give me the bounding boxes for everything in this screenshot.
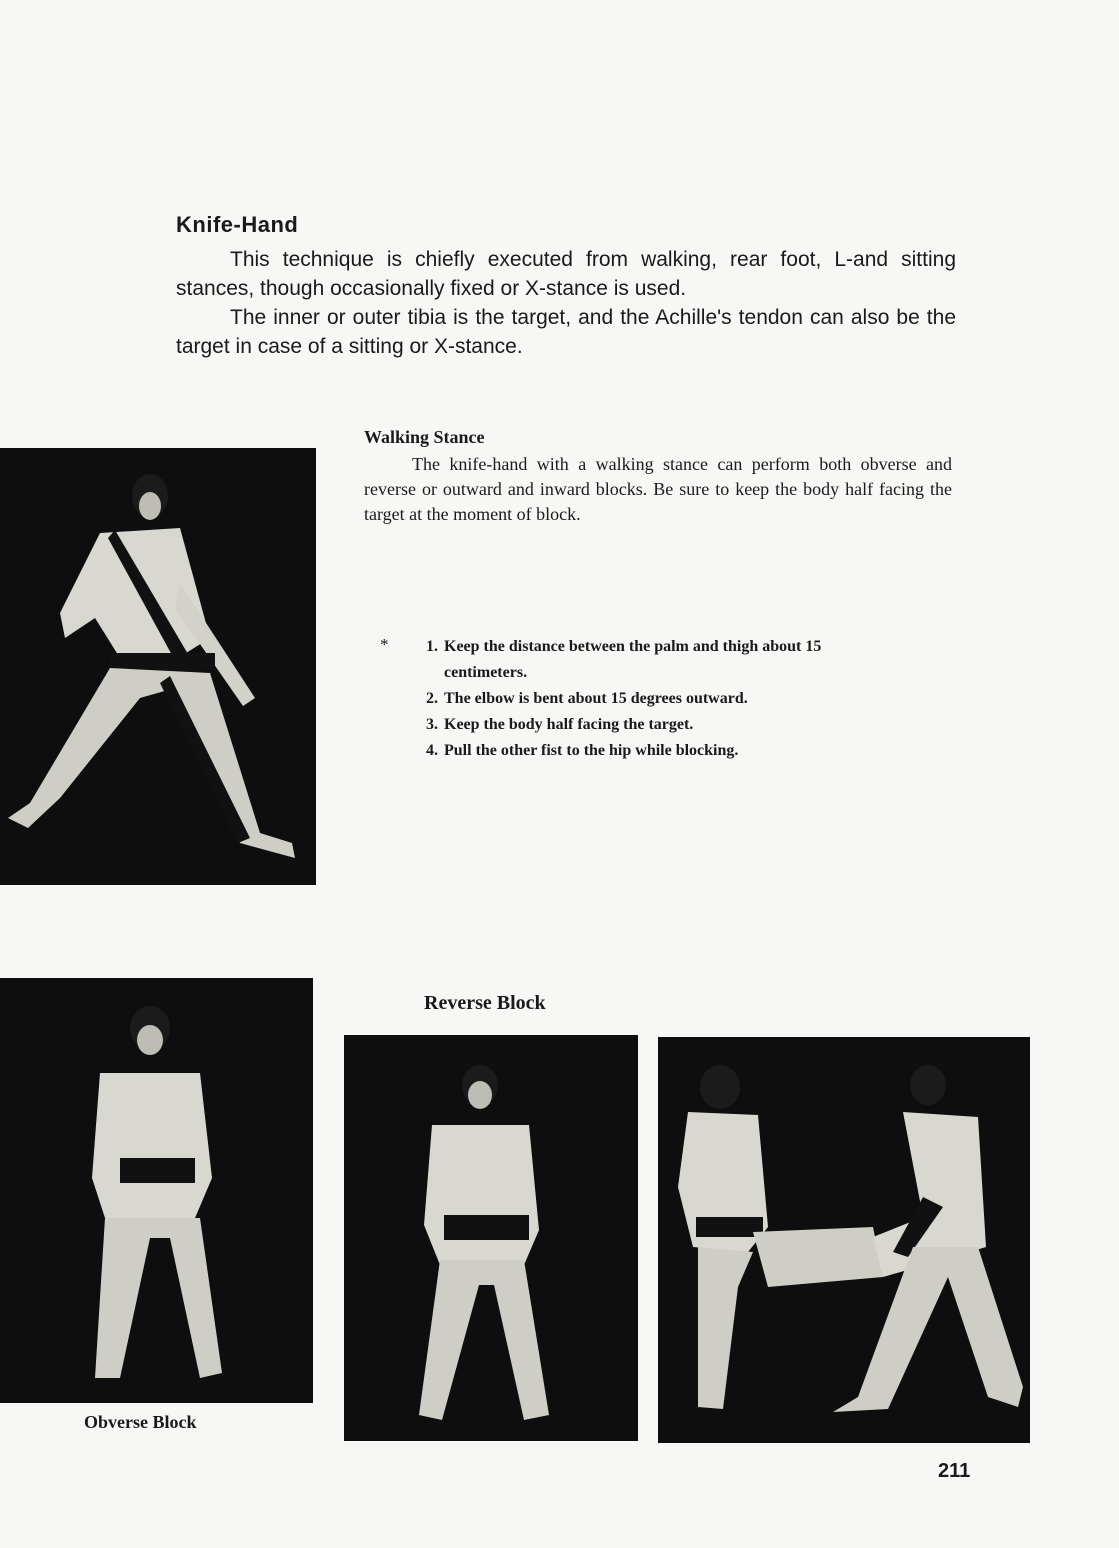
page-number: 211 — [938, 1460, 971, 1482]
photo-obverse-block — [0, 978, 313, 1403]
list-item: 1. Keep the distance between the palm and thigh about 15 centimeters. — [426, 638, 822, 681]
points-list — [404, 634, 864, 764]
list-item: 4. Pull the other fist to the hip while blocking. — [426, 742, 739, 759]
caption-obverse-block: Obverse Block — [84, 1412, 197, 1432]
photo-walking-stance — [0, 448, 316, 885]
list-item: 3. Keep the body half facing the target. — [426, 716, 694, 733]
intro-text — [176, 245, 956, 361]
list-item: 2. The elbow is bent about 15 degrees outward. — [426, 690, 748, 707]
photo-reverse-block-partner — [658, 1037, 1030, 1443]
walking-stance-description — [364, 452, 952, 527]
points-star: * — [380, 635, 389, 654]
section-title: Knife-Hand — [176, 212, 299, 237]
walking-stance-text: The knife-hand with a walking stance can perform both obverse and reverse or outward and inward blocks. Be sure to keep the body half facing the target at the moment of block. — [364, 454, 952, 524]
caption-reverse-block: Reverse Block — [424, 992, 546, 1014]
photo-reverse-block-single — [344, 1035, 638, 1441]
intro-paragraph-1: This technique is chiefly executed from walking, rear foot, L-and sitting stances, though occasionally fixed or X-stance is used. — [176, 248, 956, 300]
walking-stance-title: Walking Stance — [364, 427, 485, 447]
intro-paragraph-2: The inner or outer tibia is the target, and the Achille's tendon can also be the target in case of a sitting or X-stance. — [176, 306, 956, 358]
